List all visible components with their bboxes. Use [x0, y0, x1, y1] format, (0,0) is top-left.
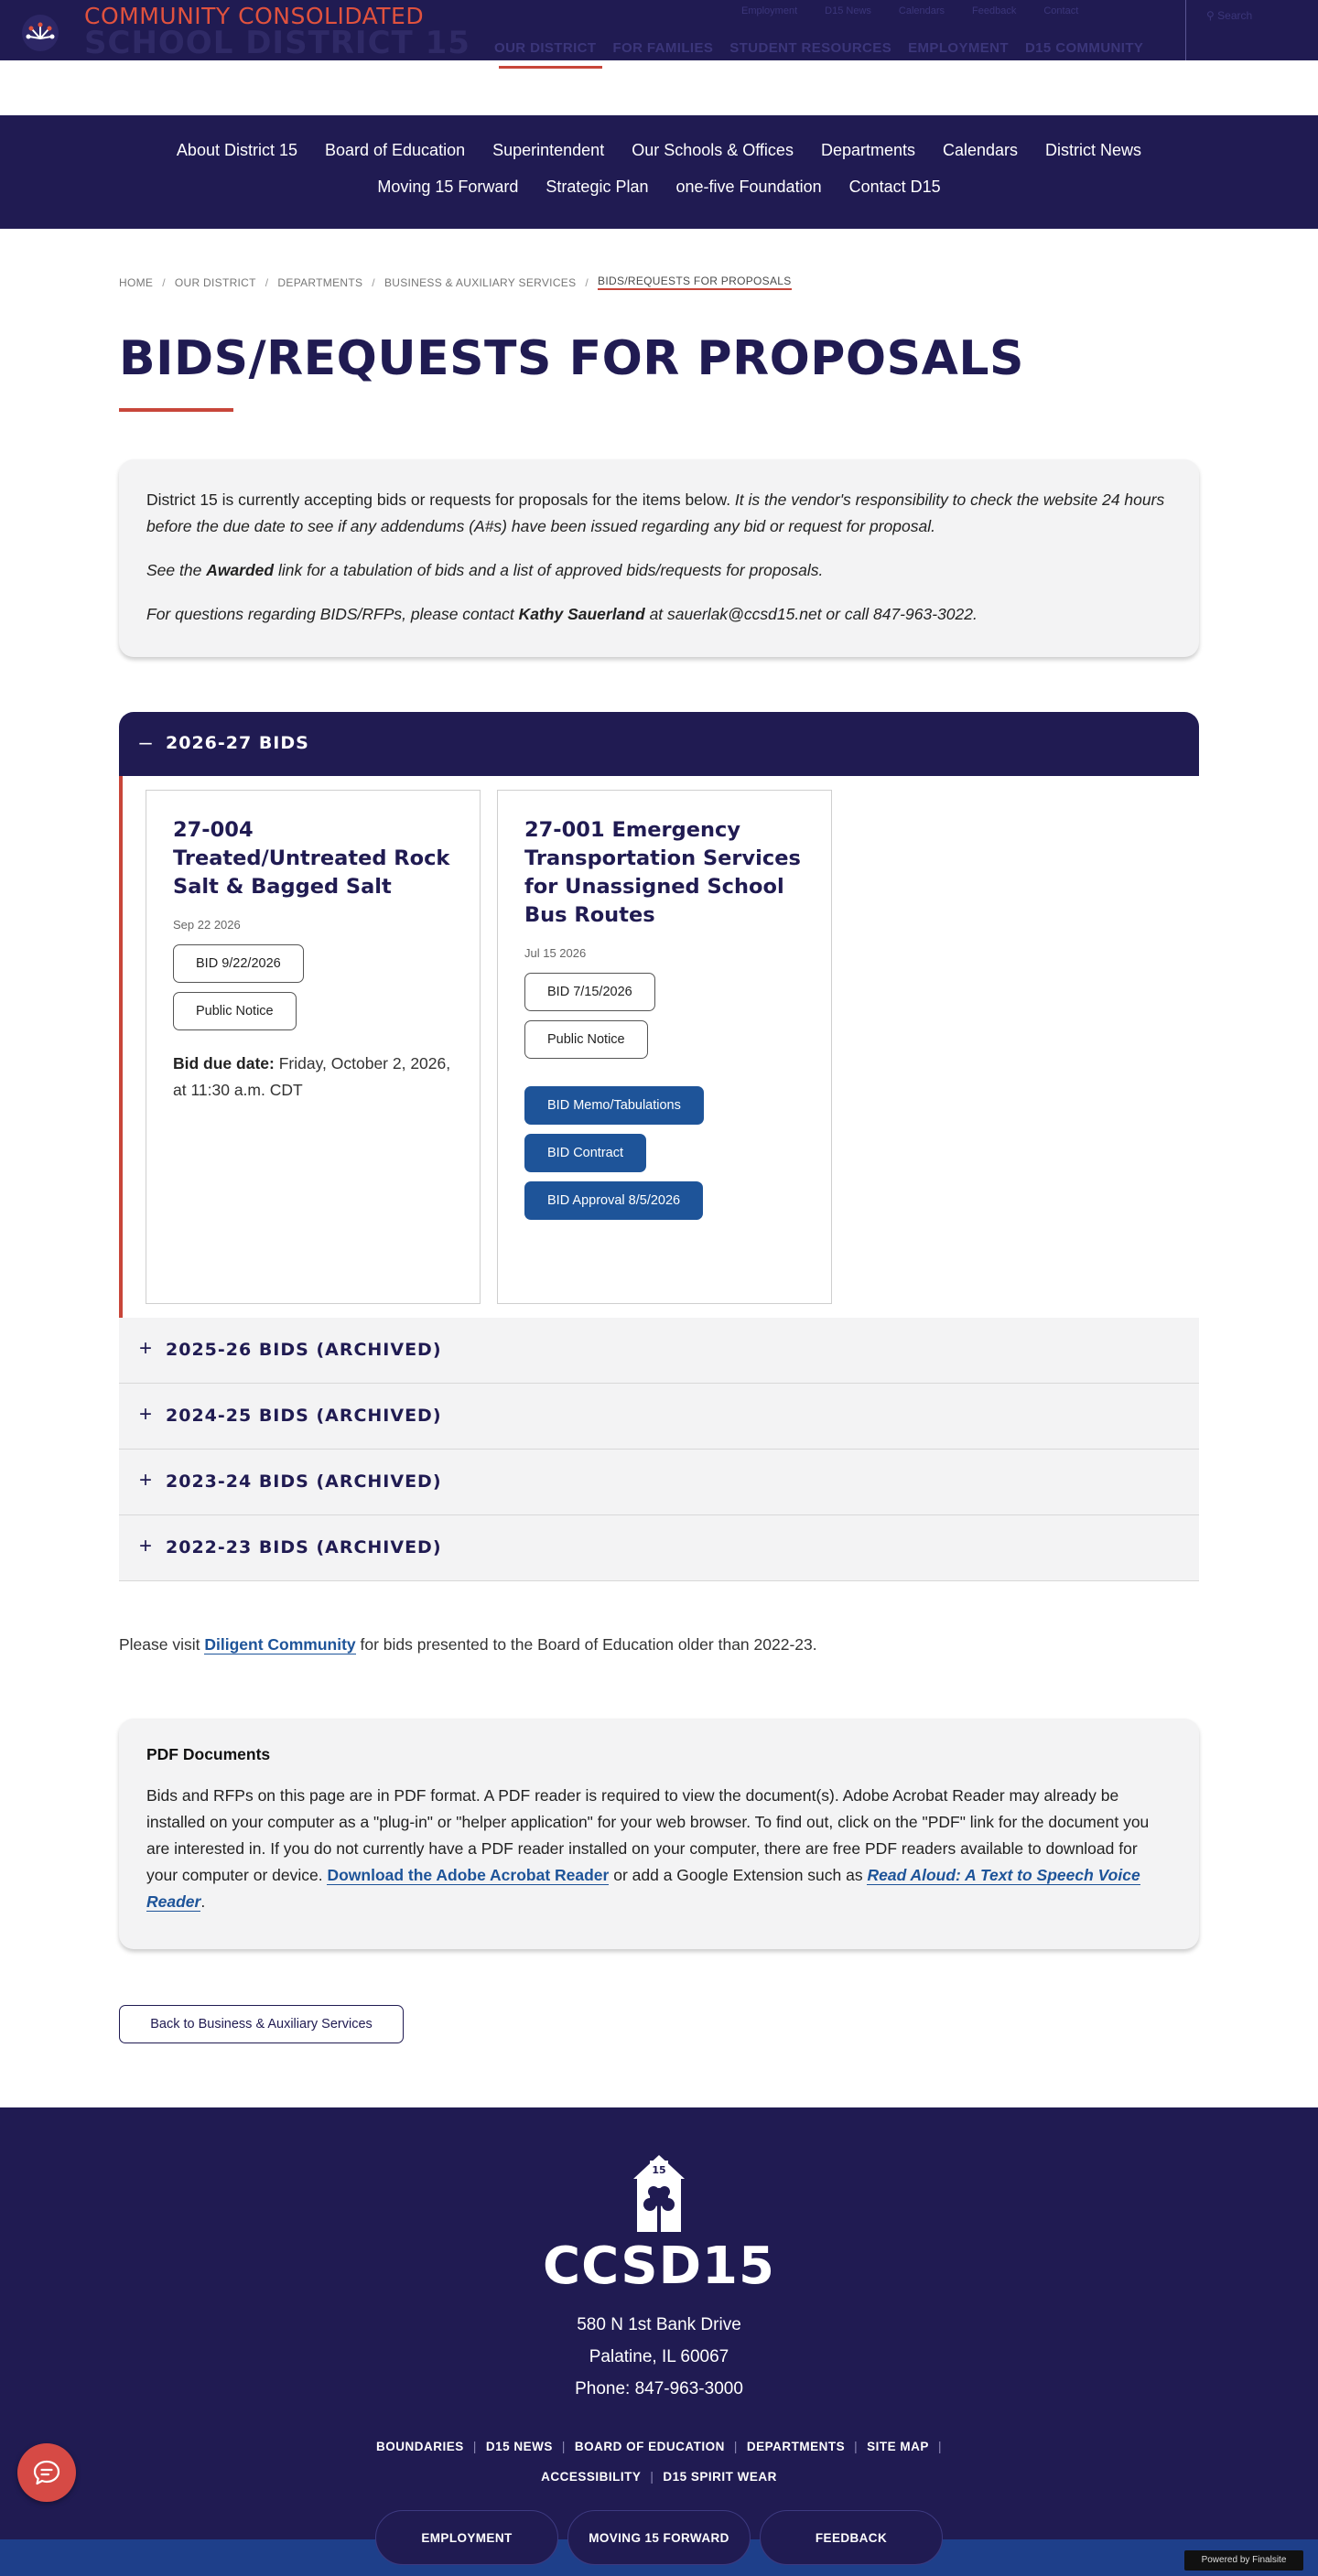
intro-text: link for a tabulation of bids and a list of approved bids/requests for proposals. — [274, 561, 824, 579]
utility-link[interactable]: Contact — [1043, 5, 1079, 16]
section-nav-strategic-plan[interactable]: Strategic Plan — [546, 178, 649, 196]
footer-link-accessibility[interactable]: ACCESSIBILITY — [541, 2470, 642, 2484]
main-nav-item[interactable]: OUR DISTRICT — [494, 40, 597, 56]
footer-separator: | — [733, 2440, 738, 2453]
expand-icon: + — [138, 1336, 152, 1361]
footer-link-spirit-wear[interactable]: D15 SPIRIT WEAR — [663, 2470, 777, 2484]
employment-pill-button[interactable]: EMPLOYMENT — [375, 2510, 558, 2565]
pdf-documents-card — [119, 1719, 1199, 1949]
read-aloud-link[interactable]: Read Aloud: A Text to Speech Voice Reader — [146, 1866, 1140, 1911]
accordion-header-2025-26[interactable] — [119, 1318, 1199, 1384]
section-nav-departments[interactable]: Departments — [820, 141, 915, 159]
expand-icon: + — [138, 1534, 152, 1558]
accordion-header-2026-27[interactable] — [119, 712, 1199, 776]
bid-due-date — [173, 1051, 453, 1104]
expand-icon: + — [138, 1402, 152, 1427]
accordion-header-2024-25[interactable] — [119, 1384, 1199, 1450]
breadcrumb-separator: / — [162, 275, 166, 289]
bid-date: Jul 15 2026 — [524, 946, 587, 960]
bid-title: 27-001 Emergency Transportation Services for Unassigned School Bus Routes — [524, 818, 801, 927]
intro-text: at sauerlak@ccsd15.net or call 847-963-3022. — [644, 605, 978, 623]
accordion-label: 2026-27 BIDS — [166, 733, 309, 753]
breadcrumb-home[interactable]: HOME — [119, 275, 154, 289]
footer-separator: | — [650, 2470, 654, 2484]
intro-paragraph — [146, 487, 1172, 540]
breadcrumb-separator: / — [265, 275, 269, 289]
site-header — [0, 0, 1318, 60]
intro-text: For questions regarding BIDS/RFPs, please contact — [146, 605, 519, 623]
breadcrumb-separator: / — [372, 275, 375, 289]
bid-approval-button[interactable]: BID Approval 8/5/2026 — [524, 1181, 703, 1220]
back-button[interactable]: Back to Business & Auxiliary Services — [119, 2005, 404, 2043]
feedback-pill-button[interactable]: FEEDBACK — [760, 2510, 943, 2565]
footer-separator: | — [937, 2440, 942, 2453]
public-notice-button[interactable]: Public Notice — [173, 992, 297, 1030]
accordion-panel-2026-27 — [119, 776, 1199, 1318]
diligent-note — [119, 1635, 817, 1654]
footer-separator: | — [854, 2440, 859, 2453]
contact-name: Kathy Sauerland — [518, 605, 645, 623]
search-icon: ⚲ — [1206, 9, 1215, 22]
moving-forward-pill-button[interactable]: MOVING 15 FORWARD — [567, 2510, 751, 2565]
pdf-paragraph — [146, 1783, 1172, 1915]
accordion-label: 2022-23 BIDS (ARCHIVED) — [166, 1537, 442, 1557]
breadcrumb-our-district[interactable]: OUR DISTRICT — [174, 275, 256, 289]
footer-link-boundaries[interactable]: BOUNDARIES — [376, 2440, 464, 2453]
bid-due-value: Friday, October 2, 2026, at 11:30 a.m. CDT — [173, 1054, 451, 1099]
awarded-text: Awarded — [206, 561, 275, 579]
search-button[interactable] — [1206, 9, 1252, 22]
footer-brand: CCSD15 — [543, 2236, 775, 2296]
public-notice-button[interactable]: Public Notice — [524, 1020, 648, 1059]
bid-document-button[interactable]: BID 7/15/2026 — [524, 973, 655, 1011]
district-logo-icon[interactable] — [22, 15, 59, 51]
bid-award-buttons — [524, 1086, 805, 1220]
breadcrumb-business-services[interactable]: BUSINESS & AUXILIARY SERVICES — [384, 275, 577, 289]
expand-icon: + — [138, 1468, 152, 1493]
accordion-label: 2024-25 BIDS (ARCHIVED) — [166, 1406, 442, 1426]
active-nav-underline — [499, 66, 602, 69]
accordion-header-2022-23[interactable] — [119, 1515, 1199, 1581]
section-nav-row — [0, 178, 1318, 197]
utility-nav — [741, 5, 1078, 16]
note-text: for bids presented to the Board of Education older than 2022-23. — [355, 1635, 817, 1654]
accordion-header-2023-24[interactable] — [119, 1450, 1199, 1515]
bid-contract-button[interactable]: BID Contract — [524, 1134, 646, 1172]
section-nav-calendars[interactable]: Calendars — [943, 141, 1019, 159]
intro-paragraph — [146, 601, 1172, 628]
breadcrumb — [119, 275, 792, 290]
footer-link-board[interactable]: BOARD OF EDUCATION — [574, 2440, 725, 2453]
search-label: Search — [1217, 9, 1253, 22]
section-nav-news[interactable]: District News — [1045, 141, 1142, 159]
footer-separator: | — [472, 2440, 477, 2453]
bid-card — [146, 790, 481, 1304]
main-nav-item[interactable]: FOR FAMILIES — [612, 40, 714, 56]
utility-link[interactable]: Feedback — [972, 5, 1017, 16]
pdf-text: Bids and RFPs on this page are in PDF format. A PDF reader is required to view the document(s). Adobe Acrobat Reader may already be installed on your computer as a "plug-in" or "helper application" for your web browser. To find out, click on the "PDF" link for the document you are interested in. If you do not currently have a PDF reader installed on your computer, there are free PDF readers available to download for your computer or device. — [146, 1786, 1150, 1884]
utility-link[interactable]: D15 News — [825, 5, 871, 16]
schoolhouse-logo-icon[interactable] — [613, 2153, 705, 2236]
intro-italic-text: It is the vendor's responsibility to check the website 24 hours before the due date to see if any addendums (A#s) have been issued regarding any bid or request for proposal. — [146, 490, 1165, 535]
title-underline — [119, 408, 233, 412]
footer-phone[interactable]: Phone: 847-963-3000 — [575, 2379, 743, 2398]
utility-link[interactable]: Employment — [741, 5, 798, 16]
note-text: Please visit — [119, 1635, 205, 1654]
main-nav-item[interactable]: D15 COMMUNITY — [1024, 40, 1144, 56]
footer-address-line1: 580 N 1st Bank Drive — [577, 2315, 741, 2334]
section-nav — [0, 115, 1318, 229]
section-nav-foundation[interactable]: one-five Foundation — [675, 178, 822, 196]
bid-memo-tabulations-button[interactable]: BID Memo/Tabulations — [524, 1086, 704, 1125]
section-nav-superintendent[interactable]: Superintendent — [492, 141, 605, 159]
section-nav-board[interactable]: Board of Education — [324, 141, 466, 159]
main-nav-item[interactable]: STUDENT RESOURCES — [729, 40, 892, 56]
pdf-text: . — [200, 1892, 206, 1911]
accordion-label: 2025-26 BIDS (ARCHIVED) — [166, 1340, 442, 1360]
powered-by-badge[interactable]: Powered by Finalsite — [1184, 2550, 1303, 2571]
district-name-line1[interactable]: COMMUNITY CONSOLIDATED — [84, 3, 425, 29]
footer-link-news[interactable]: D15 NEWS — [485, 2440, 553, 2453]
main-nav — [494, 40, 1143, 56]
bid-title: 27-004 Treated/Untreated Rock Salt & Bagged Salt — [173, 818, 450, 899]
utility-link[interactable]: Calendars — [898, 5, 945, 16]
section-nav-moving-forward[interactable]: Moving 15 Forward — [377, 178, 519, 196]
site-footer — [0, 2107, 1318, 2576]
section-nav-row — [0, 141, 1318, 160]
footer-separator: | — [561, 2440, 566, 2453]
bid-card — [497, 790, 832, 1304]
footer-links-row — [0, 2470, 1318, 2484]
header-divider — [1185, 0, 1186, 60]
bid-document-button[interactable]: BID 9/22/2026 — [173, 944, 304, 983]
section-nav-contact[interactable]: Contact D15 — [848, 178, 941, 196]
section-nav-schools[interactable]: Our Schools & Offices — [632, 141, 794, 159]
intro-paragraph — [146, 557, 1172, 584]
chat-button[interactable] — [17, 2443, 76, 2502]
collapse-icon: – — [139, 730, 152, 755]
diligent-community-link[interactable]: Diligent Community — [204, 1635, 356, 1654]
footer-link-departments[interactable]: DEPARTMENTS — [746, 2440, 846, 2453]
logo-number: 15 — [652, 2164, 666, 2176]
main-nav-item[interactable]: EMPLOYMENT — [908, 40, 1009, 56]
chat-bubble-icon — [32, 2458, 61, 2487]
intro-card — [119, 459, 1199, 657]
intro-text: District 15 is currently accepting bids or requests for proposals for the items below. — [146, 490, 735, 509]
breadcrumb-current: BIDS/REQUESTS FOR PROPOSALS — [598, 275, 791, 290]
adobe-reader-link[interactable]: Download the Adobe Acrobat Reader — [327, 1866, 610, 1884]
footer-links-row — [0, 2440, 1318, 2453]
bid-date: Sep 22 2026 — [173, 918, 241, 932]
pdf-text: or add a Google Extension such as — [609, 1866, 868, 1884]
section-nav-about[interactable]: About District 15 — [176, 141, 297, 159]
breadcrumb-departments[interactable]: DEPARTMENTS — [277, 275, 363, 289]
accordion-label: 2023-24 BIDS (ARCHIVED) — [166, 1471, 442, 1492]
footer-address-line2: Palatine, IL 60067 — [589, 2347, 729, 2366]
intro-text: See the — [146, 561, 207, 579]
district-name-line2[interactable]: SCHOOL DISTRICT 15 — [84, 25, 470, 61]
bid-due-label: Bid due date: — [173, 1054, 275, 1072]
breadcrumb-separator: / — [585, 275, 589, 289]
page-title: BIDS/REQUESTS FOR PROPOSALS — [119, 331, 1024, 386]
footer-link-sitemap[interactable]: SITE MAP — [867, 2440, 929, 2453]
pdf-heading: PDF Documents — [146, 1745, 271, 1763]
